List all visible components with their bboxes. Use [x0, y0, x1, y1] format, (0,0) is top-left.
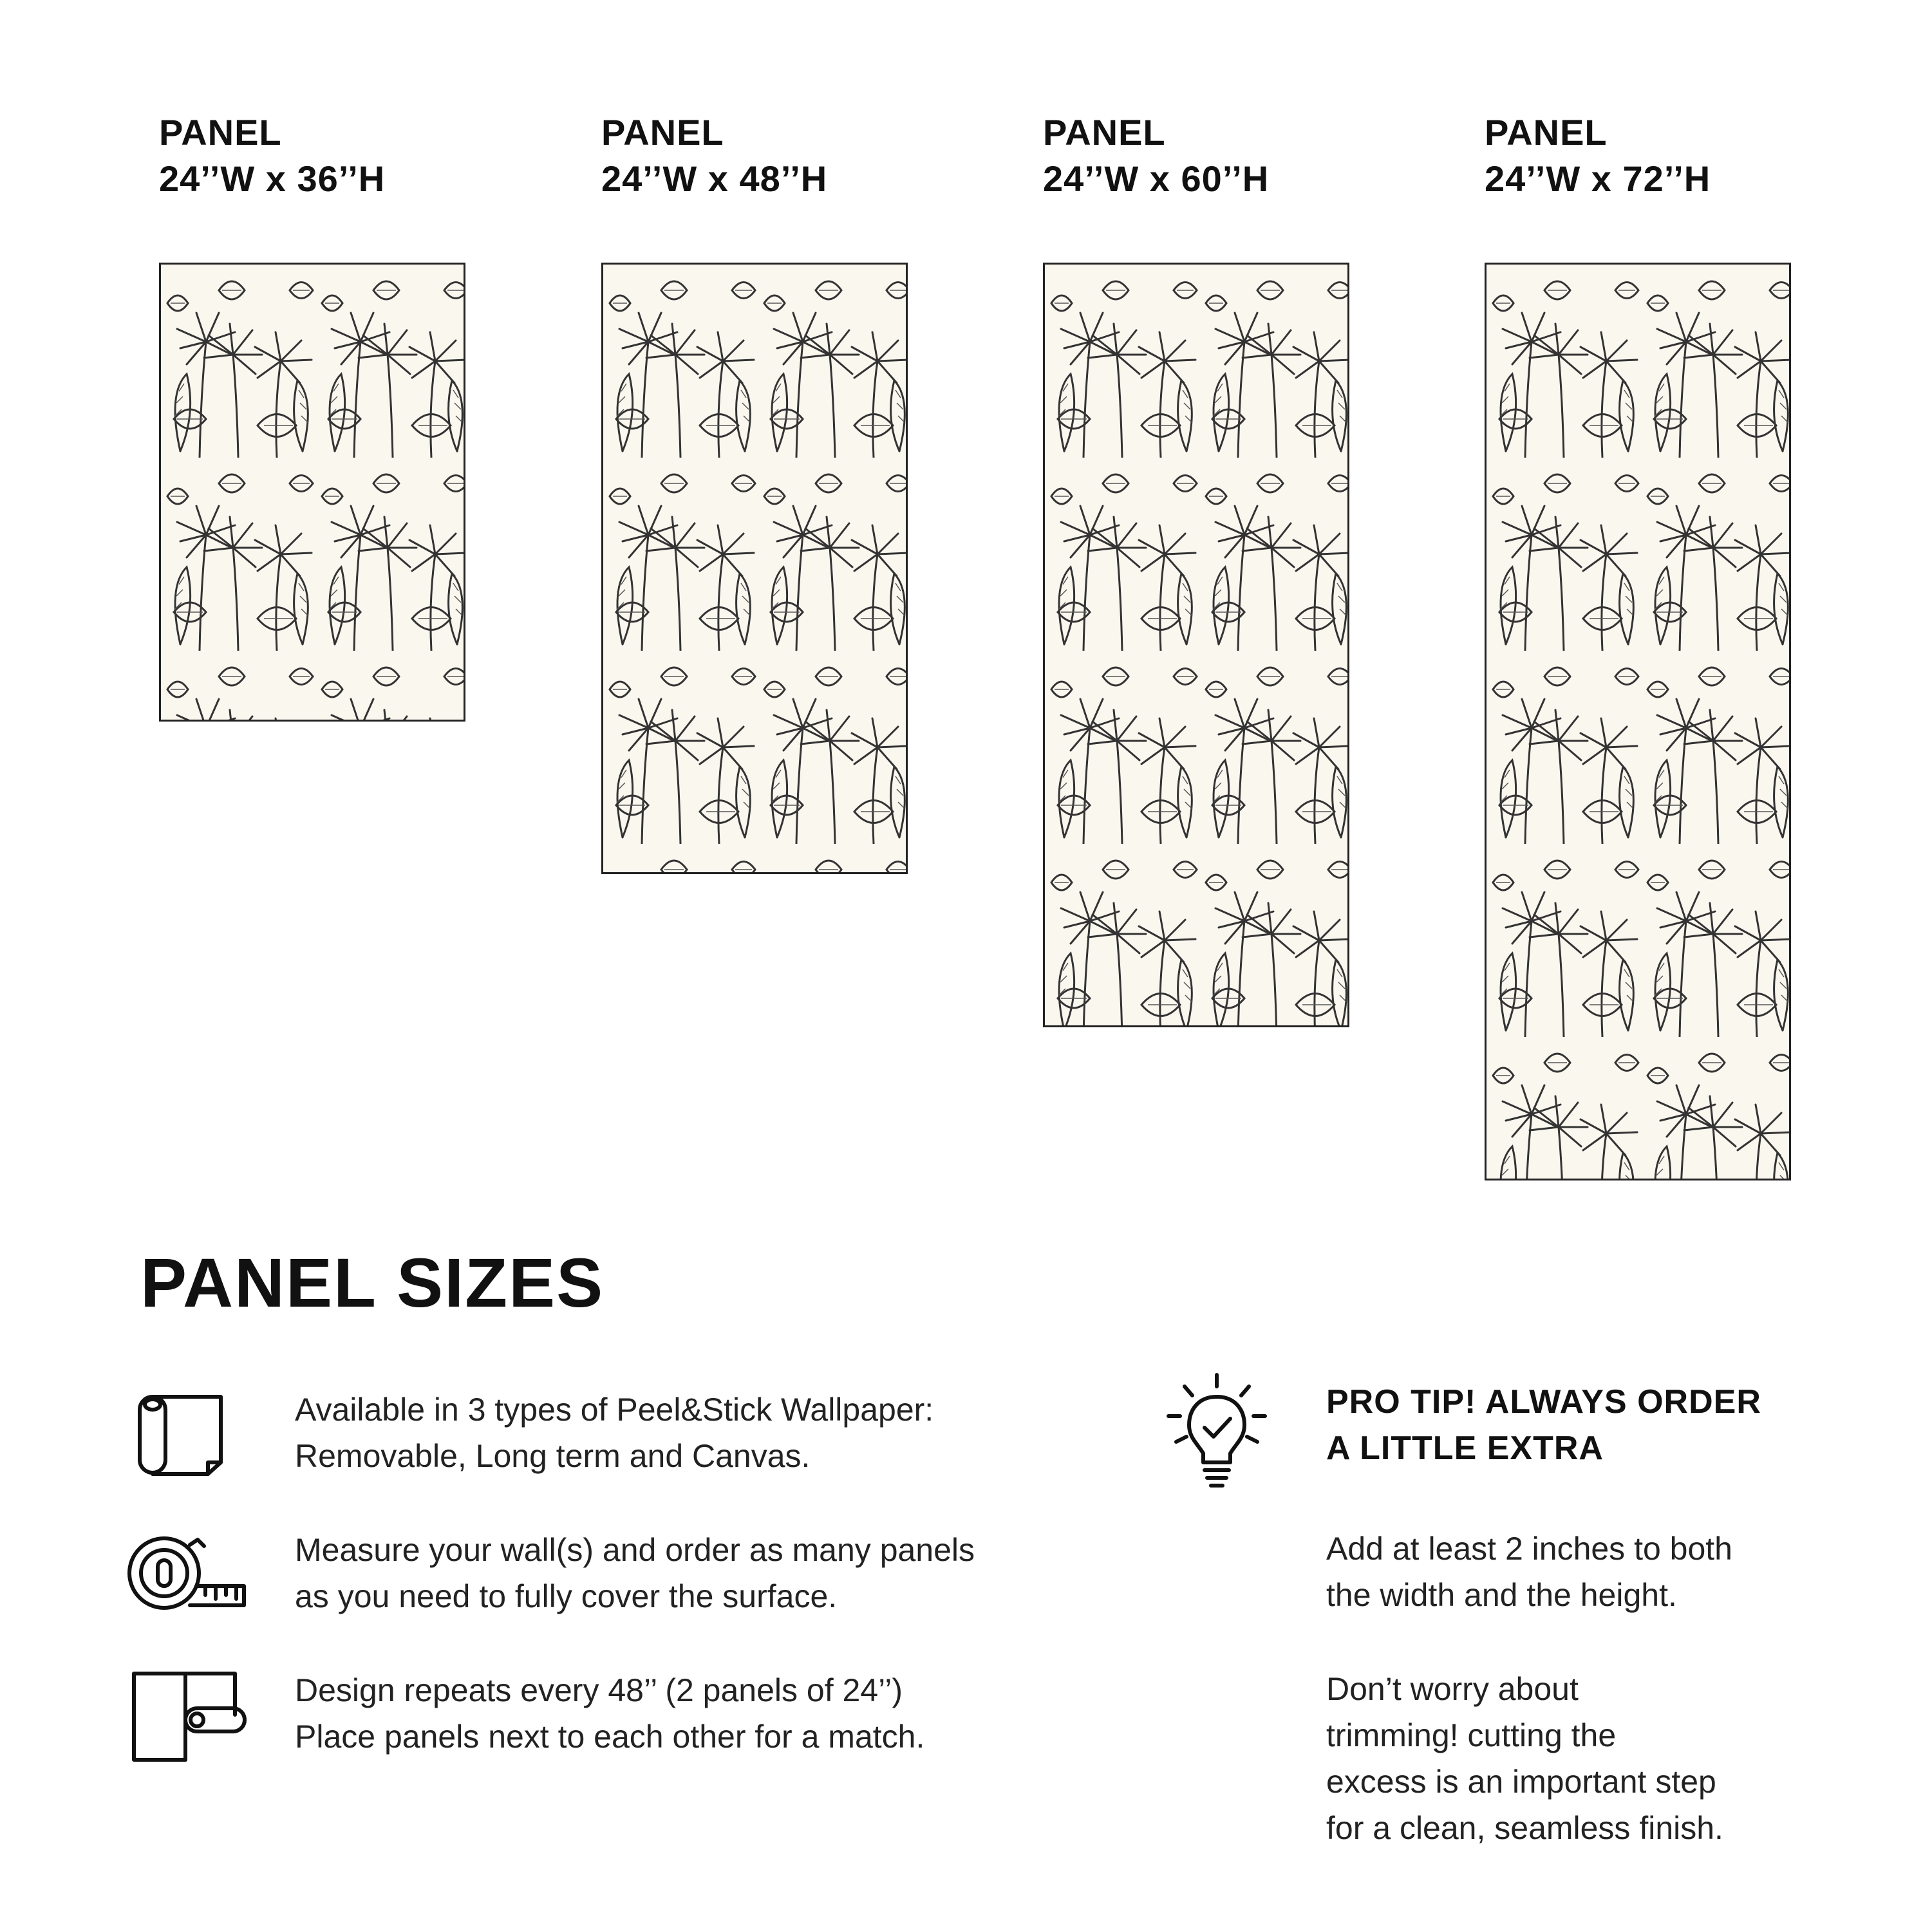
panel-preview-48 [601, 263, 908, 874]
pro-tip-title-line: A LITTLE EXTRA [1326, 1430, 1604, 1467]
feature-line: Design repeats every 48’’ (2 panels of 24’’) [295, 1672, 903, 1708]
section-title: PANEL SIZES [140, 1244, 605, 1321]
repeat-roll-icon [129, 1668, 251, 1765]
feature-line: Place panels next to each other for a match. [295, 1719, 925, 1755]
pro-tip-title [1326, 1379, 1761, 1471]
botanical-pattern-image [603, 265, 906, 872]
pro-tip-paragraph-2 [1326, 1666, 1723, 1851]
feature-line: Measure your wall(s) and order as many panels [295, 1532, 975, 1568]
botanical-pattern-image [1045, 265, 1347, 1025]
panel-size: 24’’W x 60’’H [1043, 158, 1270, 199]
pro-tip-line: the width and the height. [1326, 1577, 1677, 1613]
pro-tip-line: Add at least 2 inches to both [1326, 1531, 1732, 1567]
panel-size: 24’’W x 36’’H [159, 158, 386, 199]
panel-heading-3 [1043, 109, 1269, 202]
pro-tip-line: trimming! cutting the [1326, 1717, 1617, 1753]
panel-size: 24’’W x 48’’H [601, 158, 828, 199]
panel-preview-72 [1485, 263, 1791, 1180]
pro-tip-title-line: PRO TIP! ALWAYS ORDER [1326, 1383, 1761, 1421]
panel-label: PANEL [1043, 112, 1166, 153]
feature-text-3 [295, 1667, 924, 1760]
panel-heading-2 [601, 109, 827, 202]
tape-measure-icon [126, 1532, 248, 1616]
panel-size: 24’’W x 72’’H [1485, 158, 1711, 199]
feature-text-1 [295, 1386, 933, 1479]
panel-label: PANEL [159, 112, 282, 153]
pro-tip-paragraph-1 [1326, 1525, 1732, 1618]
feature-line: Available in 3 types of Peel&Stick Wallpaper: [295, 1392, 934, 1428]
panel-heading-1 [159, 109, 385, 202]
panel-preview-36 [159, 263, 465, 722]
panel-label: PANEL [601, 112, 724, 153]
wallpaper-roll-icon [132, 1390, 229, 1480]
feature-text-2 [295, 1527, 975, 1619]
panel-label: PANEL [1485, 112, 1608, 153]
panel-heading-4 [1485, 109, 1711, 202]
botanical-pattern-image [161, 265, 464, 720]
lightbulb-check-icon [1162, 1371, 1271, 1493]
pro-tip-line: Don’t worry about [1326, 1671, 1579, 1707]
pro-tip-line: excess is an important step [1326, 1764, 1716, 1800]
feature-line: Removable, Long term and Canvas. [295, 1438, 811, 1474]
pro-tip-line: for a clean, seamless finish. [1326, 1810, 1723, 1846]
feature-line: as you need to fully cover the surface. [295, 1578, 838, 1614]
panel-preview-60 [1043, 263, 1349, 1027]
botanical-pattern-image [1487, 265, 1789, 1179]
